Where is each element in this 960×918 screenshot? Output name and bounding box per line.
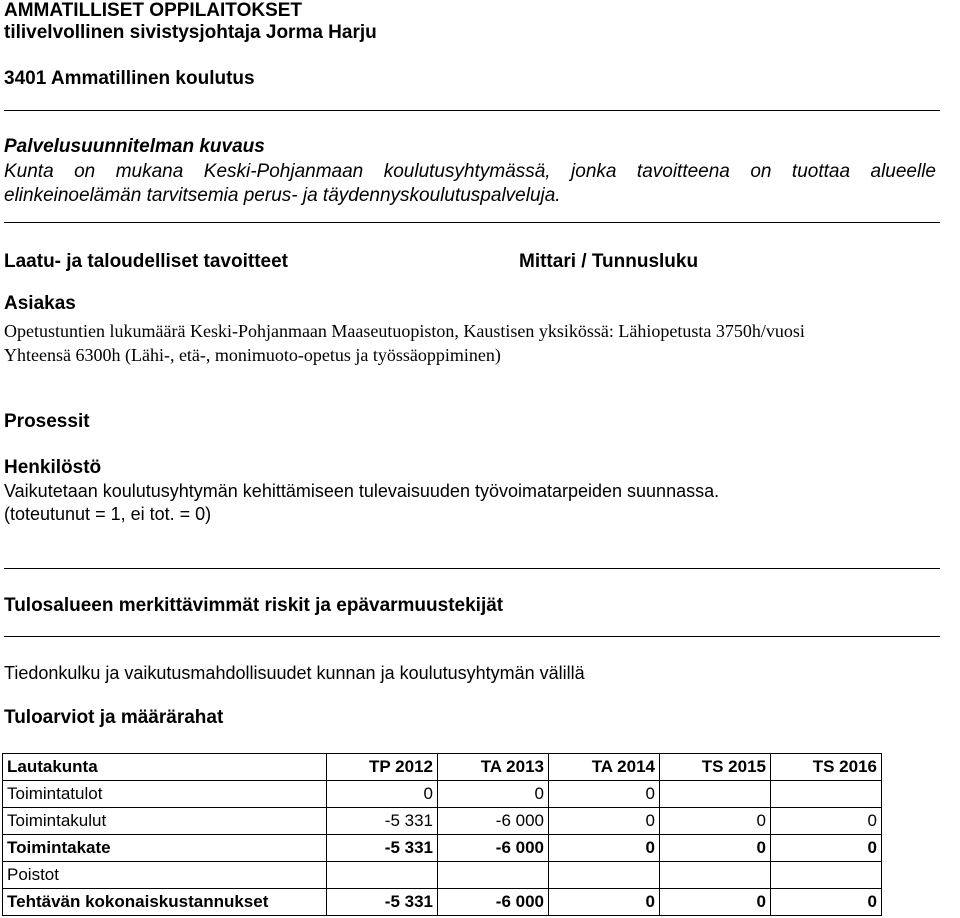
table-cell: 0 — [327, 781, 438, 808]
table-cell — [549, 862, 660, 889]
table-cell — [660, 862, 771, 889]
unit-heading: 3401 Ammatillinen koulutus — [4, 68, 255, 89]
table-cell: -5 331 — [327, 808, 438, 835]
divider — [4, 636, 940, 637]
description-line-2: elinkeinoelämän tarvitsemia perus- ja täydennyskoulutuspalveluja. — [4, 185, 561, 206]
table-cell: 0 — [771, 835, 882, 862]
table-cell — [438, 862, 549, 889]
table-cell: 0 — [660, 835, 771, 862]
goals-heading: Laatu- ja taloudelliset tavoitteet — [4, 251, 288, 272]
customer-line-1: Opetustuntien lukumäärä Keski-Pohjanmaan Maaseutuopiston, Kaustisen yksikössä: Lähiopetusta 3750h/vuosi — [4, 321, 805, 341]
table-row — [3, 889, 882, 916]
table-cell — [771, 862, 882, 889]
divider — [4, 568, 940, 569]
column-header: TP 2012 — [327, 754, 438, 781]
table-cell: 0 — [549, 889, 660, 916]
row-label: Tehtävän kokonaiskustannukset — [3, 889, 327, 916]
table-row — [3, 835, 882, 862]
table-cell: 0 — [771, 889, 882, 916]
table-cell — [660, 781, 771, 808]
budget-table — [2, 753, 882, 916]
row-label: Poistot — [3, 862, 327, 889]
table-cell — [771, 781, 882, 808]
table-cell: 0 — [549, 835, 660, 862]
column-header: TS 2016 — [771, 754, 882, 781]
divider — [4, 222, 940, 223]
budget-heading: Tuloarviot ja määrärahat — [4, 707, 224, 728]
table-cell: 0 — [549, 781, 660, 808]
table-row — [3, 808, 882, 835]
metric-heading: Mittari / Tunnusluku — [519, 251, 699, 272]
customer-heading: Asiakas — [4, 293, 76, 314]
organization-heading: AMMATILLISET OPPILAITOKSET — [4, 0, 303, 21]
table-row — [3, 781, 882, 808]
customer-line-2: Yhteensä 6300h (Lähi-, etä-, monimuoto-opetus ja työssäoppiminen) — [4, 345, 501, 365]
table-cell: -5 331 — [327, 835, 438, 862]
description-line-1: Kunta on mukana Keski-Pohjanmaan koulutusyhtymässä, jonka tavoitteena on tuottaa alueelle — [4, 161, 936, 182]
table-cell: 0 — [660, 808, 771, 835]
table-header-row — [3, 754, 882, 781]
table-cell: 0 — [660, 889, 771, 916]
risks-heading: Tulosalueen merkittävimmät riskit ja epävarmuustekijät — [4, 595, 504, 616]
column-header: TA 2014 — [549, 754, 660, 781]
staff-heading: Henkilöstö — [4, 457, 102, 478]
table-cell: 0 — [549, 808, 660, 835]
column-header: TS 2015 — [660, 754, 771, 781]
table-cell: -6 000 — [438, 889, 549, 916]
staff-line-2: (toteutunut = 1, ei tot. = 0) — [4, 504, 212, 524]
table-cell — [327, 862, 438, 889]
table-row — [3, 862, 882, 889]
table-cell: -6 000 — [438, 808, 549, 835]
row-label: Toimintakate — [3, 835, 327, 862]
responsible-person: tilivelvollinen sivistysjohtaja Jorma Harju — [4, 22, 377, 43]
description-heading: Palvelusuunnitelman kuvaus — [4, 136, 265, 157]
divider — [4, 110, 940, 111]
risks-text: Tiedonkulku ja vaikutusmahdollisuudet kunnan ja koulutusyhtymän välillä — [4, 663, 585, 683]
column-header: TA 2013 — [438, 754, 549, 781]
row-label: Toimintatulot — [3, 781, 327, 808]
row-label: Toimintakulut — [3, 808, 327, 835]
staff-line-1: Vaikutetaan koulutusyhtymän kehittämiseen tulevaisuuden työvoimatarpeiden suunnassa. — [4, 481, 720, 501]
column-header: Lautakunta — [3, 754, 327, 781]
table-cell: 0 — [438, 781, 549, 808]
table-cell: 0 — [771, 808, 882, 835]
process-heading: Prosessit — [4, 411, 90, 432]
table-cell: -6 000 — [438, 835, 549, 862]
table-cell: -5 331 — [327, 889, 438, 916]
